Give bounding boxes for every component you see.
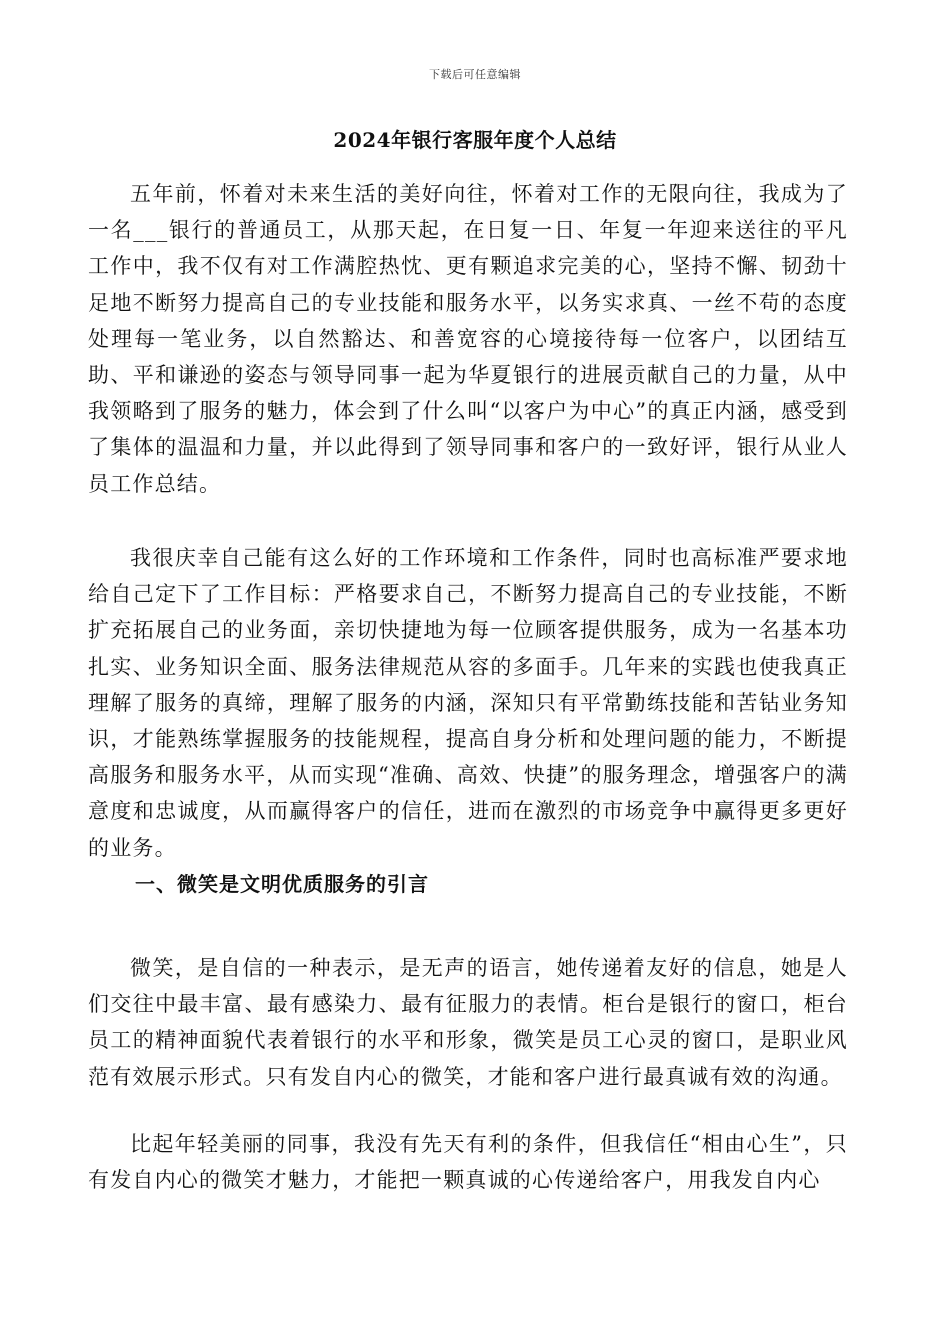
paragraph: 比起年轻美丽的同事，我没有先天有利的条件，但我信任“相由心生”，只有发自内心的微笑才魅力，才能把一颗真诚的心传递给客户，用我发自内心 <box>88 1132 848 1193</box>
paragraph: 五年前，怀着对未来生活的美好向往，怀着对工作的无限向往，我成为了一名___银行的普通员工，从那天起，在日复一日、年复一年迎来送往的平凡工作中，我不仅有对工作满腔热忱、更有颗追求完美的心，坚持不懈、韧劲十足地不断努力提高自己的专业技能和服务水平，以务实求真、一丝不苟的态度处理每一笔业务，以自然豁达、和善宽容的心境接待每一位客户，以团结互助、平和谦逊的姿态与领导同事一起为华夏银行的进展贡献自己的力量，从中我领略到了服务的魅力，体会到了什么叫“以客户为中心”的真正内涵，感受到了集体的温温和力量，并以此得到了领导同事和客户的一致好评，银行从业人员工作总结。 <box>88 182 848 496</box>
paragraph-block <box>88 176 848 502</box>
header-note: 下载后可任意编辑 <box>429 68 521 81</box>
paragraph: 我很庆幸自己能有这么好的工作环境和工作条件，同时也高标准严要求地给自己定下了工作目标：严格要求自己，不断努力提高自己的专业技能，不断扩充拓展自己的业务面，亲切快捷地为每一位顾客提供服务，成为一名基本功扎实、业务知识全面、服务法律规范从容的多面手。几年来的实践也使我真正理解了服务的真缔，理解了服务的内涵，深知只有平常勤练技能和苦钻业务知识，才能熟练掌握服务的技能规程，提高自身分析和处理问题的能力，不断提高服务和服务水平，从而实现“准确、高效、快捷”的服务理念，增强客户的满意度和忠诚度，从而赢得客户的信任，进而在激烈的市场竞争中赢得更多更好的业务。 <box>88 546 848 860</box>
paragraph-block <box>88 1126 848 1198</box>
paragraph: 微笑，是自信的一种表示，是无声的语言，她传递着友好的信息，她是人们交往中最丰富、最有感染力、最有征服力的表情。柜台是银行的窗口，柜台员工的精神面貌代表着银行的水平和形象，微笑是员工心灵的窗口，是职业风范有效展示形式。只有发自内心的微笑，才能和客户进行最真诚有效的沟通。 <box>88 956 848 1089</box>
paragraph-block <box>88 540 848 866</box>
document-title: 2024年银行客服年度个人总结 <box>333 128 617 152</box>
paragraph-block <box>88 950 848 1095</box>
section-heading: 一、微笑是文明优质服务的引言 <box>135 872 429 896</box>
